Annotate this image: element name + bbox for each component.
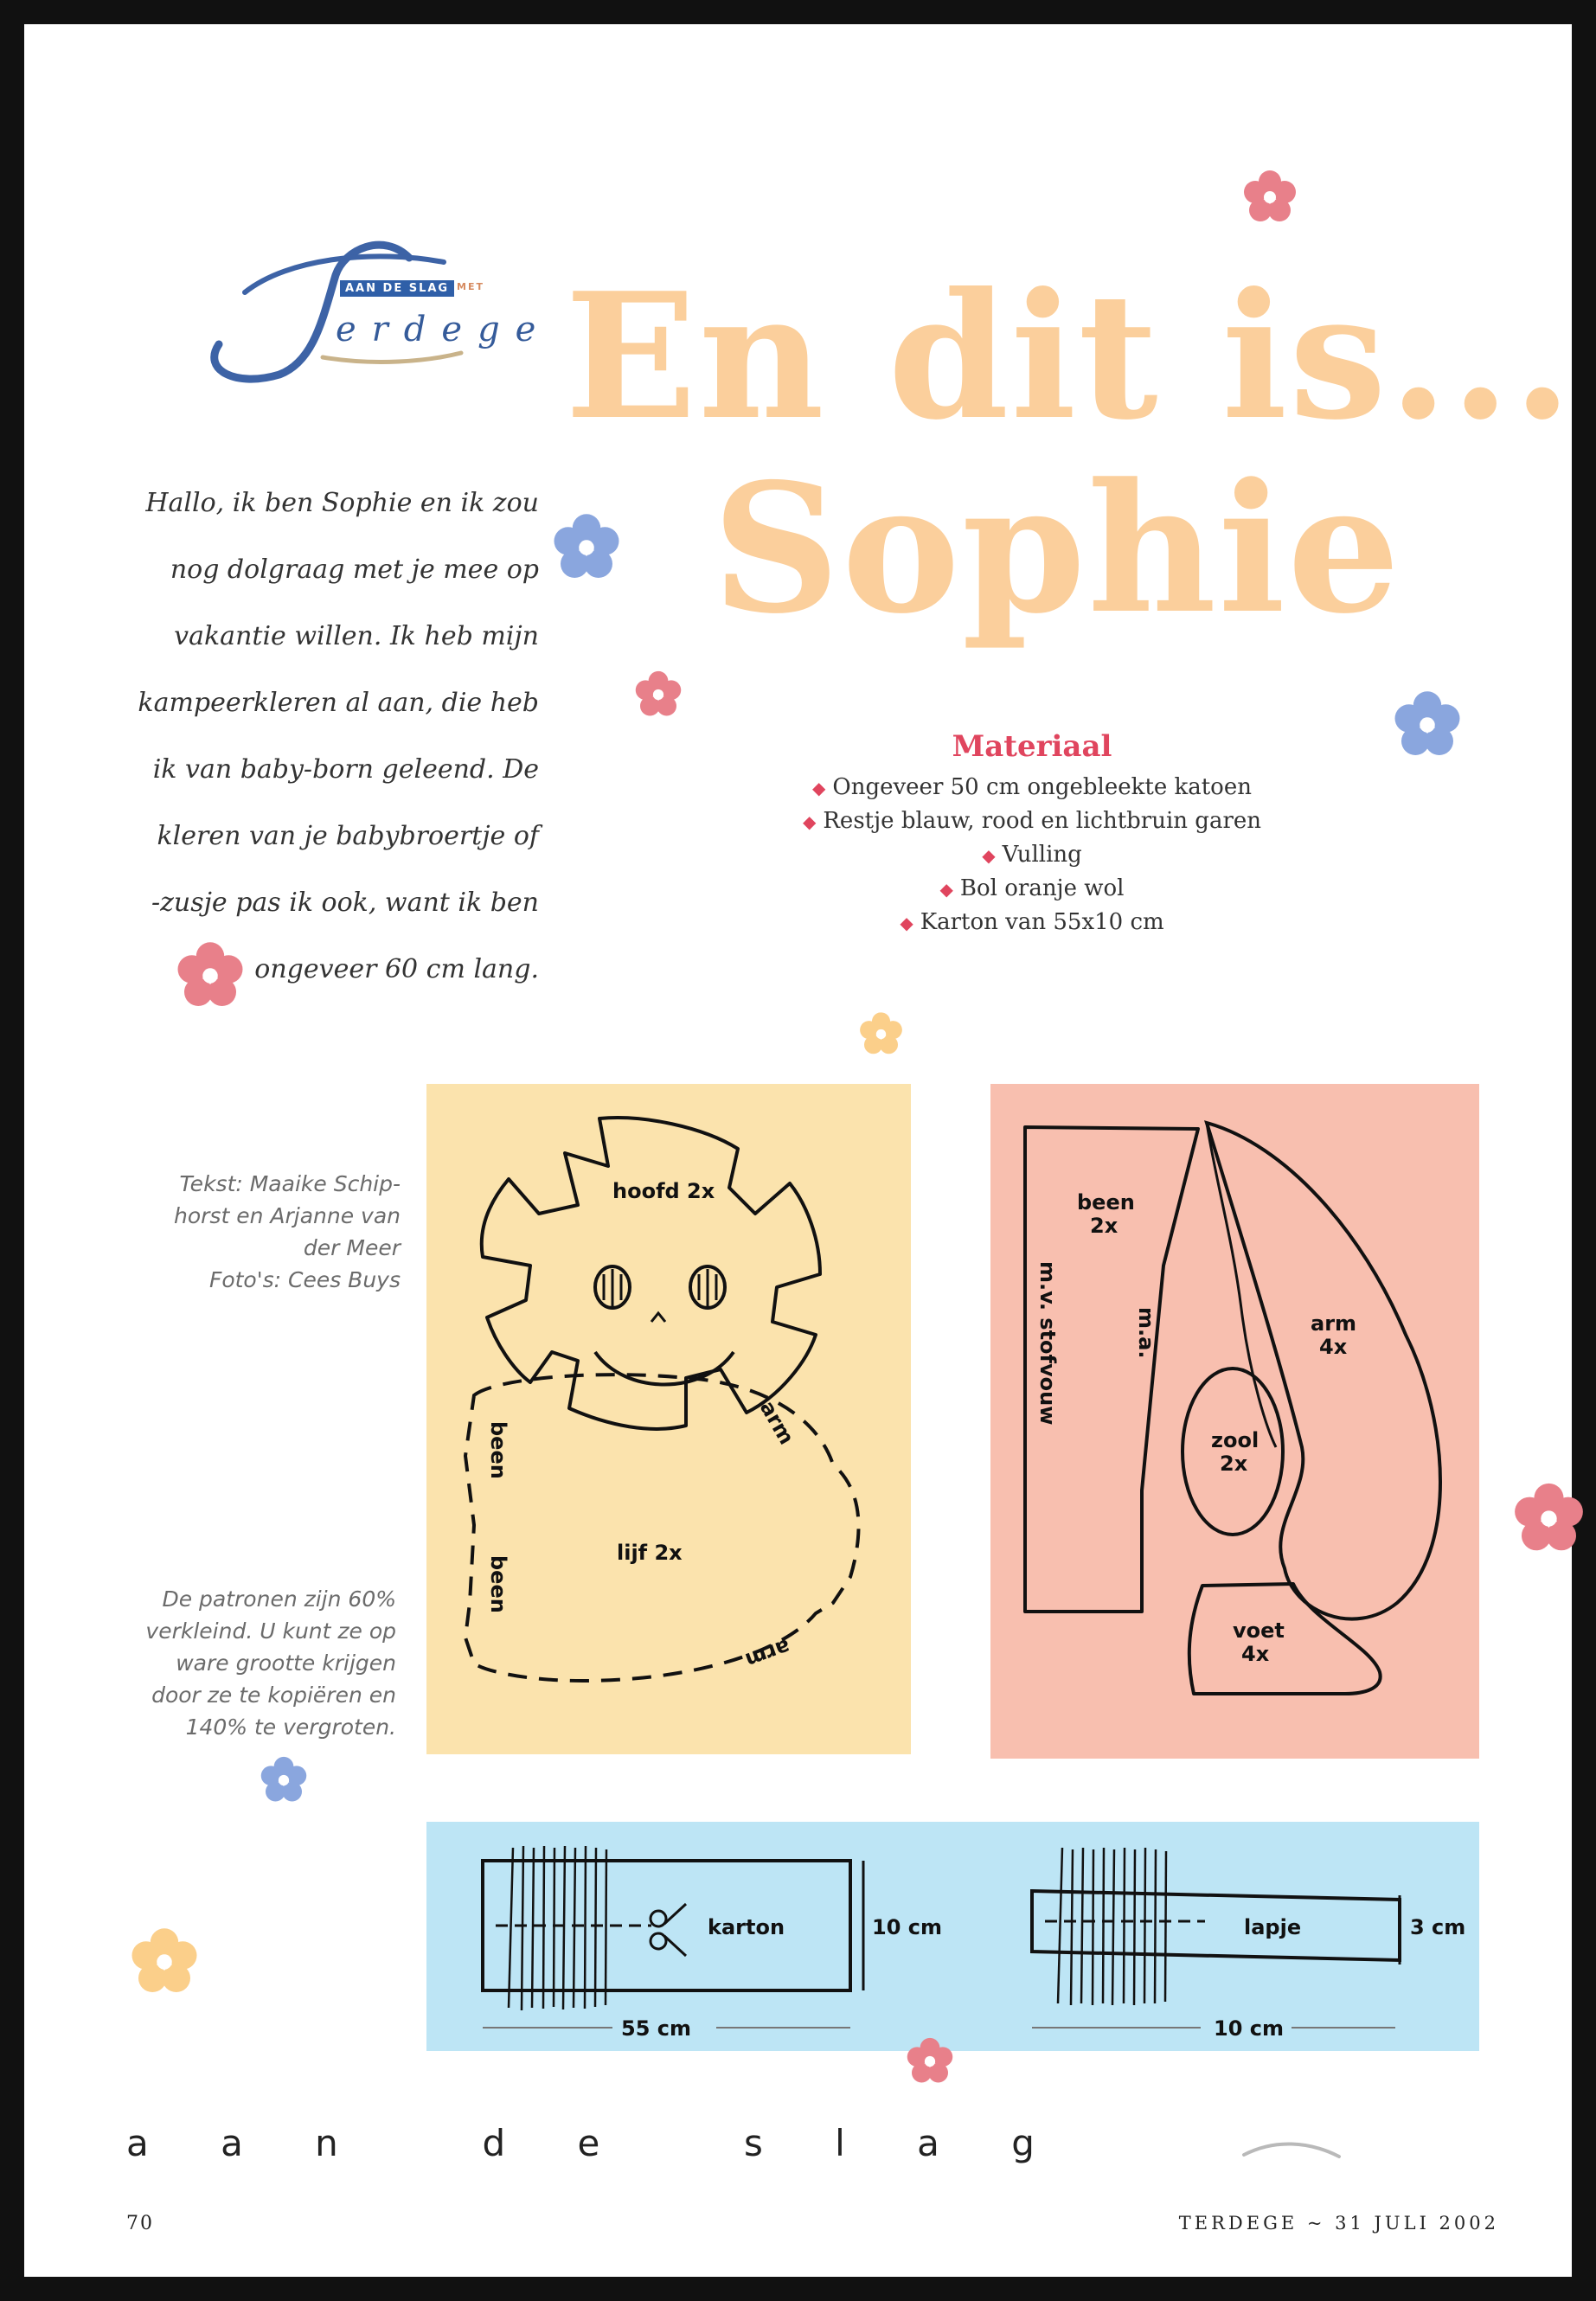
voet-count-label: 4x xyxy=(1241,1642,1270,1666)
swash-ornament-icon xyxy=(1240,2131,1343,2165)
materials-item: ◆ Ongeveer 50 cm ongebleekte katoen xyxy=(812,774,1252,800)
intro-text xyxy=(128,470,539,1003)
materials-item: ◆ Restje blauw, rood en lichtbruin garen xyxy=(802,808,1262,834)
note-line: 140% te vergroten. xyxy=(185,1715,396,1740)
karton-width-label: 55 cm xyxy=(621,2016,691,2041)
zool-label: zool xyxy=(1211,1428,1259,1452)
intro-line: -zusje pas ik ook, want ik ben xyxy=(151,888,539,918)
credits-line: der Meer xyxy=(303,1235,401,1260)
stofvouw-label: m.v. stofvouw xyxy=(1035,1261,1060,1426)
flower-icon xyxy=(1235,163,1304,232)
intro-line: kampeerkleren al aan, die heb xyxy=(138,688,539,718)
head-body-pattern-drawing xyxy=(426,1084,911,1754)
diamond-bullet-icon: ◆ xyxy=(900,913,913,933)
credits-line: horst en Arjanne van xyxy=(174,1203,401,1228)
section-footer-title xyxy=(126,2122,1035,2164)
intro-line: Hallo, ik ben Sophie en ik zou xyxy=(145,488,539,518)
scissors-icon xyxy=(651,1904,686,1956)
diamond-bullet-icon: ◆ xyxy=(982,845,996,866)
been-label: been xyxy=(486,1421,510,1479)
note-line: door ze te kopiëren en xyxy=(151,1682,396,1708)
materials-item: ◆ Karton van 55x10 cm xyxy=(900,909,1164,935)
note-line: verkleind. U kunt ze op xyxy=(145,1618,396,1644)
zool-count-label: 2x xyxy=(1220,1452,1248,1476)
flower-icon xyxy=(628,664,689,725)
footer-letter: e xyxy=(577,2122,600,2164)
flower-icon xyxy=(167,933,253,1019)
scale-note xyxy=(128,1583,396,1743)
footer-letter: n xyxy=(315,2122,338,2164)
arm-label-2: arm xyxy=(741,1634,794,1673)
flower-icon xyxy=(853,1006,909,1062)
intro-line: nog dolgraag met je mee op xyxy=(170,554,539,585)
diamond-bullet-icon: ◆ xyxy=(812,778,826,798)
headline-line-2: Sophie xyxy=(712,445,1402,653)
note-line: De patronen zijn 60% xyxy=(162,1586,396,1612)
materials-item: ◆ Bol oranje wol xyxy=(939,875,1125,901)
been-label-2: been xyxy=(486,1555,510,1613)
page-number: 70 xyxy=(126,2213,154,2234)
pattern-panel-hair xyxy=(426,1822,1479,2051)
headline-line-1: En dit is... xyxy=(565,255,1574,458)
hair-pattern-drawing xyxy=(426,1822,1479,2051)
credits-line: Foto's: Cees Buys xyxy=(208,1267,401,1292)
footer-letter: g xyxy=(1011,2122,1035,2164)
arm-label: arm xyxy=(754,1396,799,1449)
footer-letter: d xyxy=(482,2122,506,2164)
pattern-panel-limbs xyxy=(990,1084,1479,1759)
lapje-width-label: 10 cm xyxy=(1214,2016,1284,2041)
intro-line: vakantie willen. Ik heb mijn xyxy=(174,621,539,651)
been-count-label: 2x xyxy=(1090,1214,1118,1238)
hoofd-label: hoofd 2x xyxy=(612,1179,715,1203)
materials-item: ◆ Vulling xyxy=(982,842,1082,868)
intro-line: ik van baby-born geleend. De xyxy=(152,754,539,785)
flower-icon xyxy=(1503,1473,1594,1564)
arm-label: arm xyxy=(1311,1311,1357,1336)
intro-line: ongeveer 60 cm lang. xyxy=(254,954,539,984)
flower-icon xyxy=(253,1750,314,1811)
logo-word: erdege xyxy=(336,310,552,349)
been-label: been xyxy=(1077,1190,1135,1215)
flower-icon xyxy=(1384,682,1471,768)
footer-letter: a xyxy=(917,2122,939,2164)
lijf-label: lijf 2x xyxy=(617,1541,683,1565)
footer-letter: s xyxy=(743,2122,763,2164)
voet-label: voet xyxy=(1233,1618,1285,1643)
materials-title: Materiaal xyxy=(952,729,1112,764)
terdege-logo xyxy=(184,223,552,405)
flower-icon xyxy=(543,504,630,591)
publication-info: TERDEGE ~ 31 JULI 2002 xyxy=(1178,2213,1499,2234)
credits-caption xyxy=(132,1168,401,1296)
flower-icon xyxy=(121,1919,208,2005)
credits-line: Tekst: Maaike Schip- xyxy=(179,1171,401,1196)
ma-label: m.a. xyxy=(1134,1307,1158,1359)
note-line: ware grootte krijgen xyxy=(176,1650,396,1676)
intro-line: kleren van je babybroertje of xyxy=(157,821,539,851)
limbs-pattern-drawing xyxy=(990,1084,1479,1759)
footer-letter: a xyxy=(126,2122,149,2164)
lapje-label: lapje xyxy=(1244,1915,1302,1939)
karton-height-label: 10 cm xyxy=(872,1915,942,1939)
arm-count-label: 4x xyxy=(1319,1335,1348,1359)
logo-tag-suffix: MET xyxy=(457,281,484,292)
diamond-bullet-icon: ◆ xyxy=(802,811,817,832)
footer-letter: l xyxy=(835,2122,845,2164)
lapje-height-label: 3 cm xyxy=(1410,1915,1466,1939)
diamond-bullet-icon: ◆ xyxy=(939,879,953,900)
pattern-panel-head-body xyxy=(426,1084,911,1754)
flower-icon xyxy=(900,2031,960,2092)
footer-letter: a xyxy=(221,2122,243,2164)
karton-label: karton xyxy=(708,1915,785,1939)
logo-tag: AAN DE SLAG xyxy=(340,280,454,297)
materials-box xyxy=(751,729,1313,939)
materials-list xyxy=(751,771,1313,939)
